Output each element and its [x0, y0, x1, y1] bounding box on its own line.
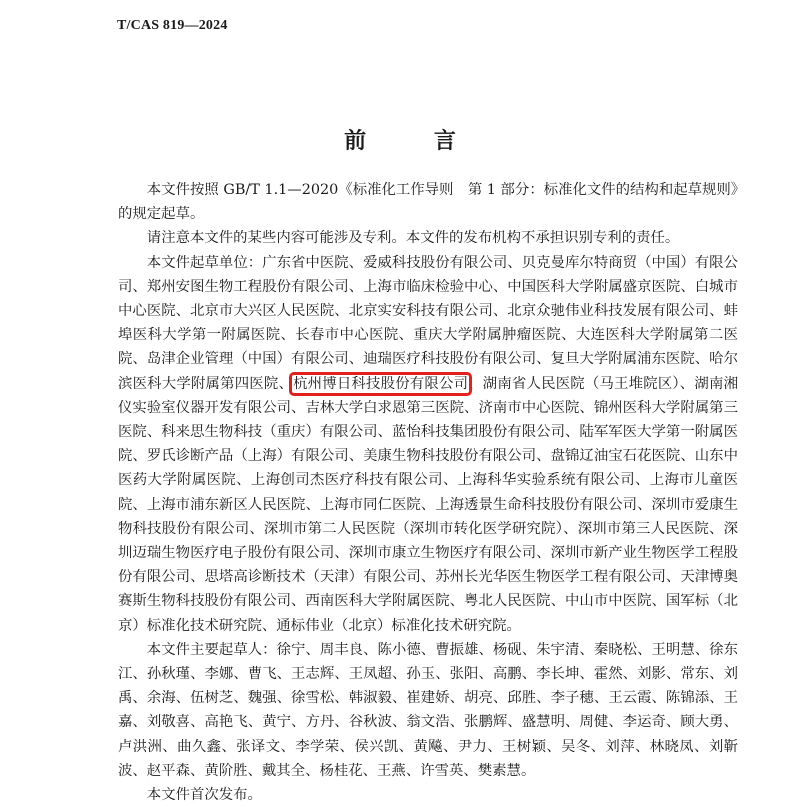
drafting-units-text-after: 、湖南省人民医院（马王堆院区）、湖南湘仪实验室仪器开发有限公司、吉林大学白求恩第三医院、济南市中心医院、锦州医科大学附属第三医院、科来思生物科技（重庆）有限公司、蓝怡科技集团股份有限公司、陆军军医大学第一附属医院、罗氏诊断产品（上海）有限公司、美康生物科技股份有限公司、盘锦辽油宝石花医院、山东中医药大学附属医院、上海创司杰医疗科技有限公司、上海科华实验系统有限公司、上海市儿童医院、上海市浦东新区人民医院、上海市同仁医院、上海透景生命科技股份有限公司、深圳市爱康生物科技股份有限公司、深圳市第二人民医院（深圳市转化医学研究院）、深圳市第三人民医院、深圳迈瑞生物医疗电子股份有限公司、深圳市康立生物医疗有限公司、深圳市新产业生物医学工程股份有限公司、思塔高诊断技术（天津）有限公司、苏州长光华医生物医学工程有限公司、天津博奥赛斯生物科技股份有限公司、西南医科大学附属医院、粤北人民医院、中山市中医院、国军标（北京）标准化技术研究院、通标伟业（北京）标准化技术研究院。	[118, 375, 738, 634]
paragraph-first-release: 本文件首次发布。	[146, 787, 262, 804]
foreword-body	[118, 178, 738, 807]
paragraph-standard-basis: 本文件按照 GB/T 1.1—2020《标准化工作导则 第 1 部分：标准化文件的结构和起草规则》的规定起草。	[118, 182, 738, 223]
paragraph-patent-notice: 请注意本文件的某些内容可能涉及专利。本文件的发布机构不承担识别专利的责任。	[146, 230, 680, 247]
highlighted-company-name: 杭州博日科技股份有限公司	[293, 375, 469, 392]
paragraph-drafting-units	[118, 251, 738, 638]
document-number: T/CAS 819—2024	[117, 18, 228, 33]
page-title: 前 言	[344, 128, 486, 154]
paragraph-main-drafters: 本文件主要起草人：徐宁、周丰良、陈小德、曹振雄、杨砚、朱宇清、秦晓松、王明慧、徐东江、孙秋瑾、李娜、曹飞、王志辉、王凤超、孙玉、张阳、高鹏、李长坤、霍然、刘影、常东、刘禹、余海、伍树芝、魏强、徐雪松、韩淑毅、崔建娇、胡亮、邱胜、李子穗、王云霞、陈锦添、王嘉、刘敬喜、高艳飞、黄宁、方丹、谷秋波、翁文浩、张鹏辉、盛慧明、周健、李运奇、顾大勇、卢洪洲、曲久鑫、张译文、李学荣、侯兴凯、黄飚、尹力、王树颖、吴冬、刘萍、林晓凤、刘靳波、赵平森、黄阶胜、戴其全、杨桂花、王燕、许雪英、樊素慧。	[118, 641, 738, 779]
drafting-units-text-before: 本文件起草单位：广东省中医院、爱威科技股份有限公司、贝克曼库尔特商贸（中国）有限公司、郑州安图生物工程股份有限公司、上海市临床检验中心、中国医科大学附属盛京医院、白城市中心医院、北京市大兴区人民医院、北京实安科技有限公司、北京众驰伟业科技发展有限公司、蚌埠医科大学第一附属医院、长春市中心医院、重庆大学附属肿瘤医院、大连医科大学附属第二医院、岛津企业管理（中国）有限公司、迪瑞医疗科技股份有限公司、复旦大学附属浦东医院、哈尔滨医科大学附属第四医院、	[118, 254, 738, 392]
